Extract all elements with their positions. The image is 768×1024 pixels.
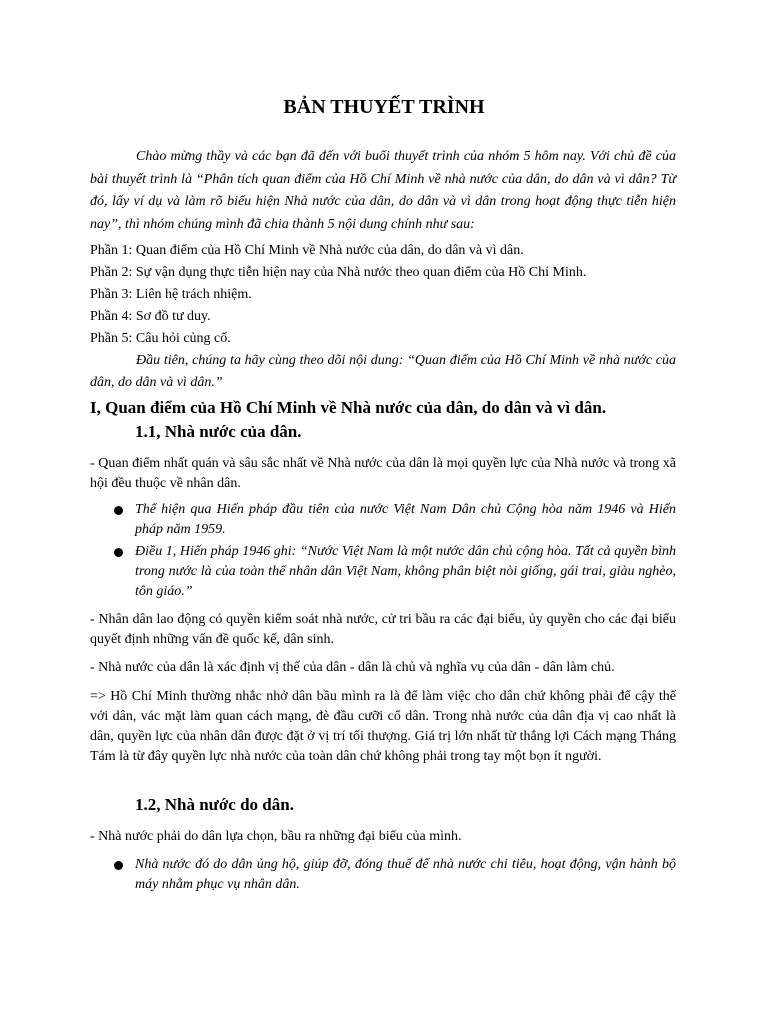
part-item: Phần 4: Sơ đồ tư duy.: [90, 309, 211, 324]
subsection-1-1-paragraph-1: - Quan điểm nhất quán và sâu sắc nhất về Nhà nước của dân là mọi quyền lực của Nhà nước và trong xã hội đều thuộc về nhân dân.: [90, 456, 676, 491]
part-item: Phần 3: Liên hệ trách nhiệm.: [90, 287, 252, 302]
parts-list: [90, 240, 676, 350]
subsection-1-1-paragraph-3: - Nhà nước của dân là xác định vị thế của dân - dân là chủ và nghĩa vụ của dân - dân làm chủ.: [90, 660, 615, 675]
bullet-item: [110, 855, 676, 895]
subsection-1-2-paragraph-1: - Nhà nước phải do dân lựa chọn, bầu ra những đại biểu của mình.: [90, 829, 462, 844]
bullet-text: Thể hiện qua Hiến pháp đầu tiên của nước Việt Nam Dân chủ Cộng hòa năm 1946 và Hiến pháp năm 1959.: [135, 502, 676, 537]
subsection-1-2-heading: 1.2, Nhà nước do dân.: [135, 795, 294, 814]
intro-paragraph: Chào mừng thầy và các bạn đã đến với buổi thuyết trình của nhóm 5 hôm nay. Với chủ đề của bài thuyết trình là “Phân tích quan điểm của Hồ Chí Minh về nhà nước của dân, do dân và vì dân? Từ đó, lấy ví dụ và làm rõ biểu hiện Nhà nước của dân, do dân và vì dân trong hoạt động thực tiễn hiện nay”, thì nhóm chúng mình đã chia thành 5 nội dung chính như sau:: [90, 149, 676, 232]
bullet-dot-icon: [114, 506, 123, 515]
subsection-1-1-paragraph-2: - Nhân dân lao động có quyền kiểm soát nhà nước, cử tri bầu ra các đại biểu, ủy quyền cho các đại biểu quyết định những vấn đề quốc kế, dân sinh.: [90, 612, 676, 647]
part-item: Phần 5: Câu hỏi củng cố.: [90, 331, 231, 346]
subsection-1-2-bullet-list: [110, 855, 676, 897]
first-content-intro: Đầu tiên, chúng ta hãy cùng theo dõi nội dung: “Quan điểm của Hồ Chí Minh về nhà nước của dân, do dân và vì dân.”: [90, 353, 676, 390]
document-title: BẢN THUYẾT TRÌNH: [283, 96, 485, 118]
section-1-heading: I, Quan điểm của Hồ Chí Minh về Nhà nước của dân, do dân và vì dân.: [90, 398, 607, 417]
subsection-1-1-bullet-list: [110, 500, 676, 604]
bullet-dot-icon: [114, 548, 123, 557]
part-item: Phần 1: Quan điểm của Hồ Chí Minh về Nhà nước của dân, do dân và vì dân.: [90, 243, 524, 258]
bullet-item: [110, 500, 676, 540]
bullet-dot-icon: [114, 861, 123, 870]
bullet-item: [110, 542, 676, 602]
bullet-text: Điều 1, Hiến pháp 1946 ghi: “Nước Việt Nam là một nước dân chủ cộng hòa. Tất cả quyền bình trong nước là của toàn thể nhân dân Việt Nam, không phân biệt nòi giống, gái trai, giàu nghèo, tôn giáo.”: [135, 544, 676, 599]
subsection-1-1-heading: 1.1, Nhà nước của dân.: [135, 422, 302, 441]
bullet-text: Nhà nước đó do dân ủng hộ, giúp đỡ, đóng thuế để nhà nước chi tiêu, hoạt động, vận hành bộ máy nhằm phục vụ nhân dân.: [135, 857, 676, 892]
subsection-1-1-conclusion: => Hồ Chí Minh thường nhắc nhở dân bầu mình ra là để làm việc cho dân chứ không phải để cậy thế với dân, vác mặt làm quan cách mạng, đè đầu cưỡi cổ dân. Trong nhà nước của dân địa vị cao nhất là dân, quyền lực của nhân dân được đặt ở vị trí tối thượng. Giá trị lớn nhất từ thắng lợi Cách mạng Tháng Tám là từ đây quyền lực nhà nước của toàn dân chứ không phải trong tay một bọn ít người.: [90, 689, 676, 764]
part-item: Phần 2: Sự vận dụng thực tiễn hiện nay của Nhà nước theo quan điểm của Hồ Chí Minh.: [90, 265, 587, 280]
